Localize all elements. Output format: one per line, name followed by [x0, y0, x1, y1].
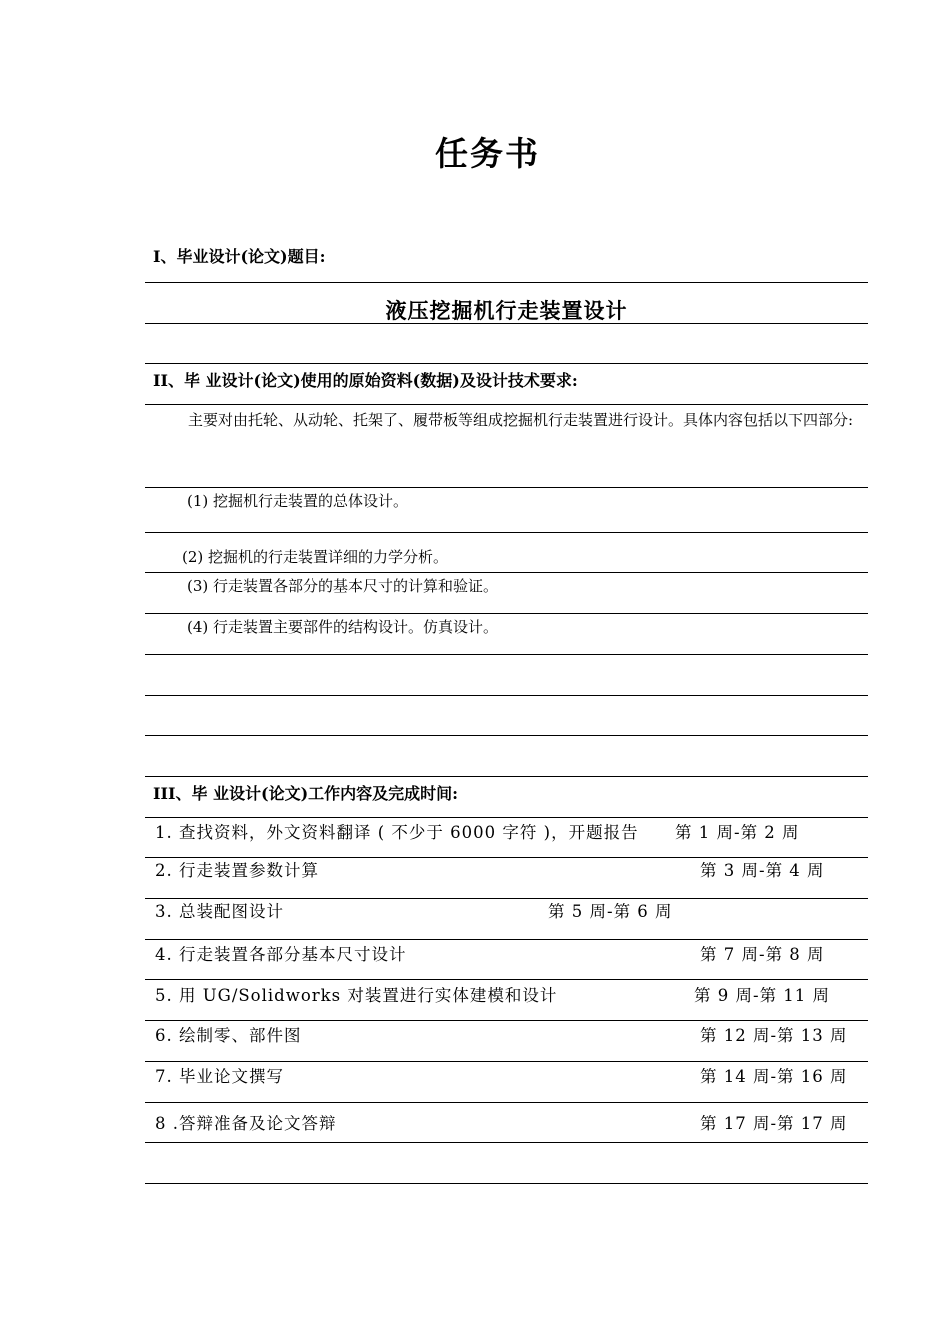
task-item: 6. 绘制零、部件图	[155, 1026, 302, 1045]
divider	[145, 1142, 868, 1143]
task-time: 第 3 周-第 4 周	[700, 861, 825, 880]
divider	[145, 1183, 868, 1184]
task-time: 第 12 周-第 13 周	[700, 1026, 848, 1045]
section2-intro: 主要对由托轮、从动轮、托架了、履带板等组成挖掘机行走装置进行设计。具体内容包括以下四部分:	[188, 411, 854, 429]
thesis-title: 液压挖掘机行走装置设计	[385, 298, 628, 323]
requirement-item: (3) 行走装置各部分的基本尺寸的计算和验证。	[187, 577, 499, 595]
divider	[145, 487, 868, 488]
task-time: 第 17 周-第 17 周	[700, 1114, 848, 1133]
divider	[145, 282, 868, 283]
task-item: 3. 总装配图设计	[155, 902, 284, 921]
divider	[145, 363, 868, 364]
divider	[145, 404, 868, 405]
task-item: 8 .答辩准备及论文答辩	[155, 1114, 337, 1133]
section1-heading: I、毕业设计(论文)题目:	[153, 247, 326, 266]
divider	[145, 613, 868, 614]
requirement-item: (2) 挖掘机的行走装置详细的力学分析。	[182, 548, 449, 566]
divider	[145, 572, 868, 573]
divider	[145, 1061, 868, 1062]
page-title: 任务书	[435, 134, 540, 173]
task-item: 7. 毕业论文撰写	[155, 1067, 284, 1086]
task-time: 第 5 周-第 6 周	[548, 902, 673, 921]
section3-heading: III、毕 业设计(论文)工作内容及完成时间:	[153, 784, 459, 803]
requirement-item: (1) 挖掘机行走装置的总体设计。	[187, 492, 409, 510]
divider	[145, 735, 868, 736]
task-item: 1. 查找资料，外文资料翻译 ( 不少于 6000 字符 )，开题报告	[155, 823, 639, 842]
task-time: 第 1 周-第 2 周	[675, 823, 800, 842]
divider	[145, 654, 868, 655]
requirement-item: (4) 行走装置主要部件的结构设计。仿真设计。	[187, 618, 499, 636]
section2-heading: II、毕 业设计(论文)使用的原始资料(数据)及设计技术要求:	[153, 371, 578, 390]
task-time: 第 9 周-第 11 周	[694, 986, 831, 1005]
divider	[145, 695, 868, 696]
task-time: 第 7 周-第 8 周	[700, 945, 825, 964]
divider	[145, 939, 868, 940]
task-item: 5. 用 UG/Solidworks 对装置进行实体建模和设计	[155, 986, 558, 1005]
task-item: 4. 行走装置各部分基本尺寸设计	[155, 945, 407, 964]
divider	[145, 323, 868, 324]
divider	[145, 857, 868, 858]
divider	[145, 532, 868, 533]
divider	[145, 1102, 868, 1103]
task-item: 2. 行走装置参数计算	[155, 861, 319, 880]
divider	[145, 898, 868, 899]
task-time: 第 14 周-第 16 周	[700, 1067, 848, 1086]
divider	[145, 817, 868, 818]
divider	[145, 1020, 868, 1021]
divider	[145, 776, 868, 777]
divider	[145, 979, 868, 980]
